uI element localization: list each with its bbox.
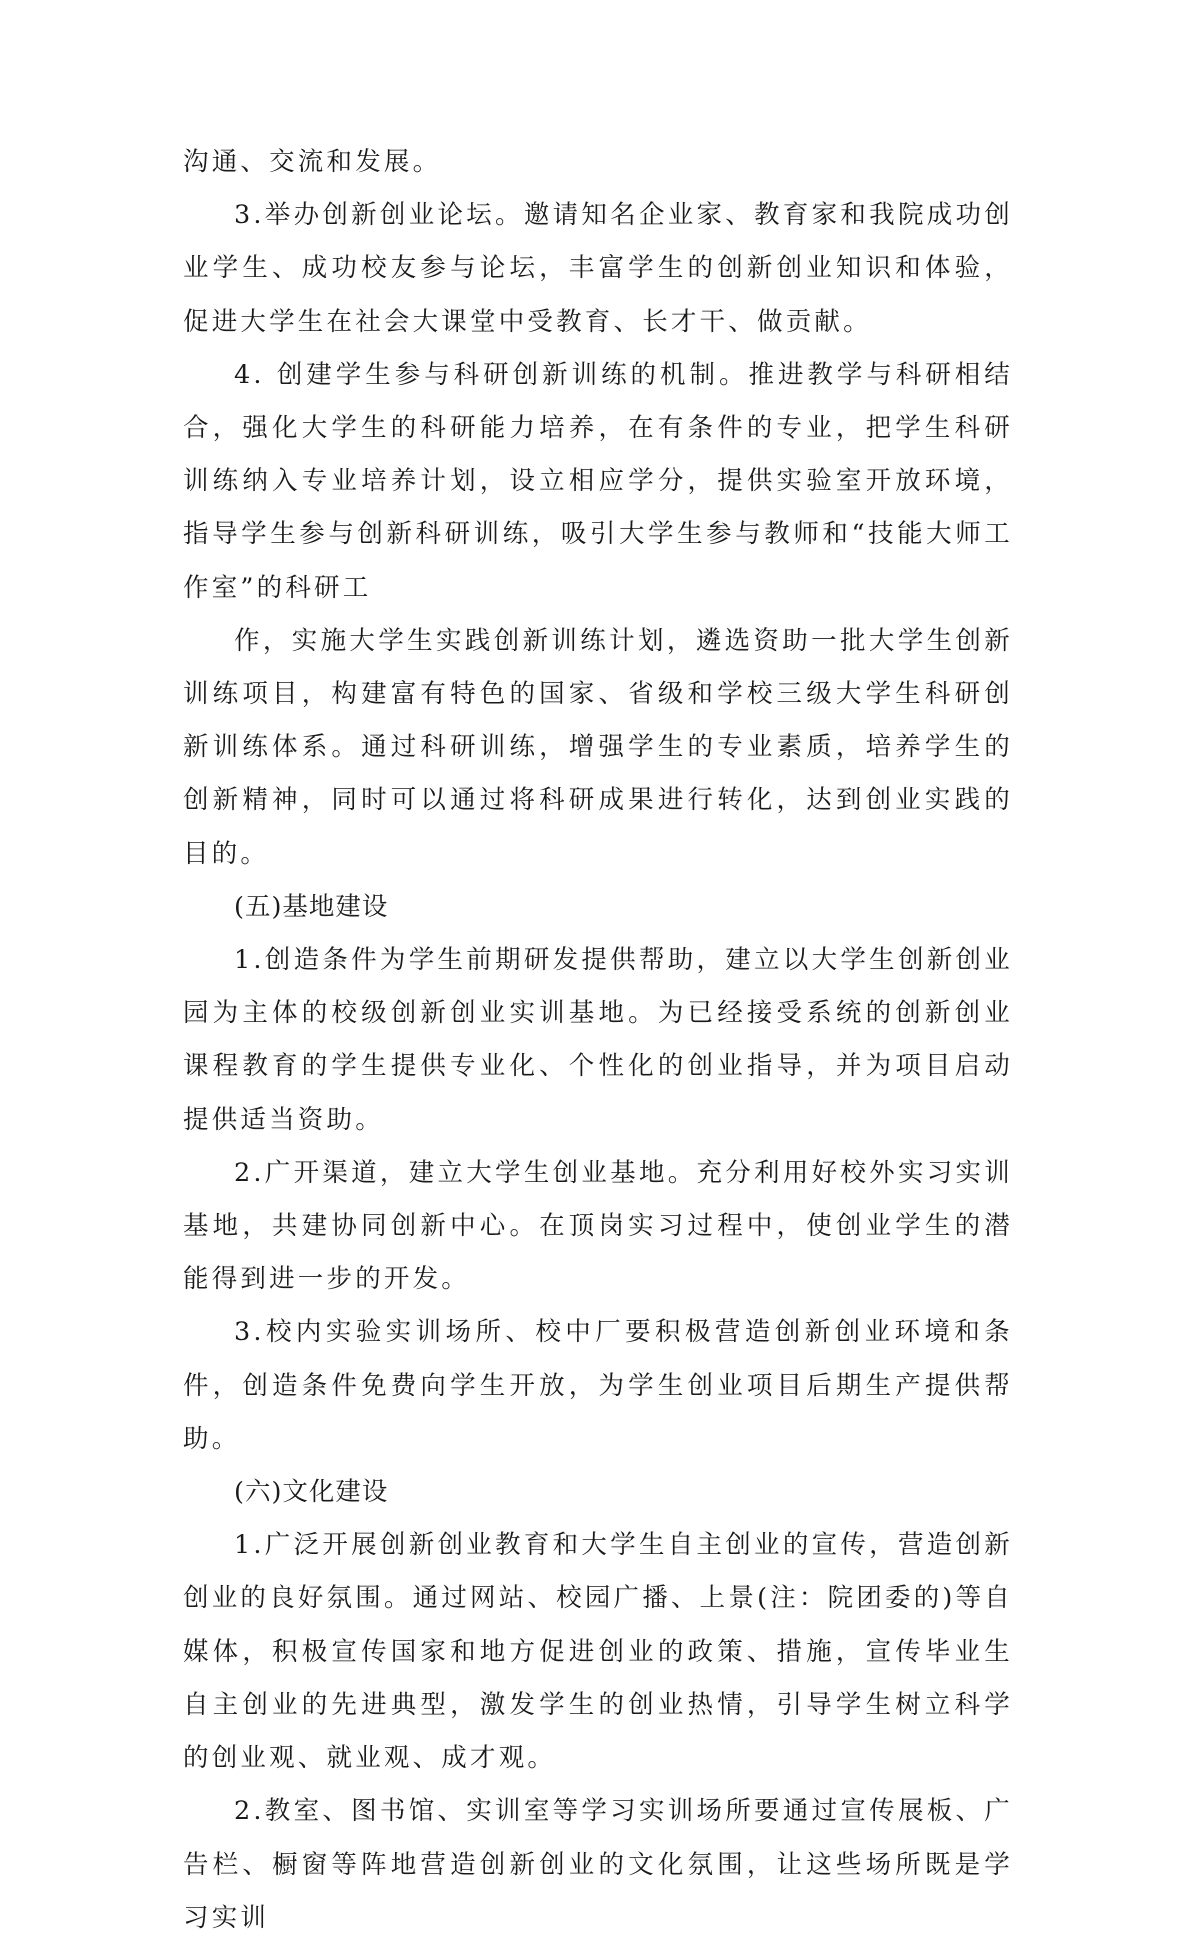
paragraph-forum: 3.举办创新创业论坛。邀请知名企业家、教育家和我院成功创业学生、成功校友参与论坛，丰富学生的创新创业知识和体验，促进大学生在社会大课堂中受教育、长才干、做贡献。 — [183, 200, 1013, 337]
paragraph-culture-2: 2.教室、图书馆、实训室等学习实训场所要通过宣传展板、广告栏、橱窗等阵地营造创新创业的文化氛围，让这些场所既是学习实训 — [183, 1796, 1013, 1933]
paragraph-continuation: 沟通、交流和发展。 — [183, 147, 442, 177]
paragraph-research-mechanism: 4. 创建学生参与科研创新训练的机制。推进教学与科研相结合，强化大学生的科研能力培养，在有条件的专业，把学生科研训练纳入专业培养计划，设立相应学分，提供实验室开放环境，指导学生参与创新科研训练，吸引大学生参与教师和“技能大师工作室”的科研工 — [183, 359, 1013, 603]
document-body — [183, 136, 1013, 1945]
section-heading-culture-construction: (六)文化建设 — [234, 1477, 389, 1508]
paragraph-base-1: 1.创造条件为学生前期研发提供帮助，建立以大学生创新创业园为主体的校级创新创业实训基地。为已经接受系统的创新创业课程教育的学生提供专业化、个性化的创业指导，并为项目启动提供适当资助。 — [183, 945, 1013, 1135]
paragraph-base-2: 2.广开渠道，建立大学生创业基地。充分利用好校外实习实训基地，共建协同创新中心。在顶岗实习过程中，使创业学生的潜能得到进一步的开发。 — [183, 1157, 1013, 1295]
paragraph-culture-1: 1.广泛开展创新创业教育和大学生自主创业的宣传，营造创新创业的良好氛围。通过网站、校园广播、上景(注：院团委的)等自媒体，积极宣传国家和地方促进创业的政策、措施，宣传毕业生自主创业的先进典型，激发学生的创业热情，引导学生树立科学的创业观、就业观、成才观。 — [183, 1530, 1013, 1774]
paragraph-research-training: 作，实施大学生实践创新训练计划，遴选资助一批大学生创新训练项目，构建富有特色的国家、省级和学校三级大学生科研创新训练体系。通过科研训练，增强学生的专业素质，培养学生的创新精神，同时可以通过将科研成果进行转化，达到创业实践的目的。 — [183, 625, 1013, 869]
paragraph-base-3: 3.校内实验实训场所、校中厂要积极营造创新创业环境和条件，创造条件免费向学生开放，为学生创业项目后期生产提供帮助。 — [183, 1317, 1013, 1454]
section-heading-base-construction: (五)基地建设 — [234, 891, 389, 922]
